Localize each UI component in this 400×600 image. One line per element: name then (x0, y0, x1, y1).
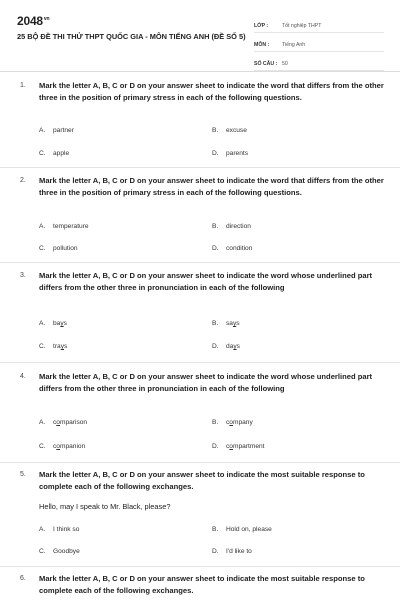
question-number: 6. (20, 575, 26, 582)
meta-row-count (254, 52, 384, 71)
option-c[interactable] (39, 150, 69, 157)
option-text: I think so (53, 526, 80, 533)
option-letter: B. (212, 127, 219, 134)
option-letter: C. (39, 245, 46, 252)
question-text: Mark the letter A, B, C or D on your answer sheet to indicate the word whose underlined part differs from the other three in pronunciation in each of the following (39, 271, 373, 292)
option-underlined-part: o (56, 443, 60, 450)
option-letter: A. (39, 320, 46, 327)
option-text: apple (53, 150, 70, 157)
option-text-end: s (236, 320, 240, 327)
option-c[interactable] (39, 443, 85, 450)
option-text-start: c (226, 419, 230, 426)
question-number: 3. (20, 272, 26, 279)
option-text-end: s (236, 343, 240, 350)
option-text-end: s (64, 343, 68, 350)
option-text: condition (226, 245, 253, 252)
option-underlined-part: o (229, 443, 233, 450)
option-d[interactable] (212, 245, 252, 252)
option-b[interactable] (212, 223, 251, 230)
option-text: I'd like to (226, 548, 252, 555)
option-underlined-part: y (60, 343, 64, 350)
exam-title: 25 BỘ ĐỀ THI THỬ THPT QUỐC GIA - MÔN TIẾNG ANH (ĐỀ SỐ 5) (17, 32, 246, 41)
exam-header (0, 0, 400, 72)
option-letter: A. (39, 223, 46, 230)
question-divider (0, 167, 400, 168)
option-letter: B. (212, 223, 219, 230)
option-letter: A. (39, 526, 46, 533)
option-c[interactable] (39, 548, 80, 555)
option-text: pollution (53, 245, 78, 252)
option-text: direction (226, 223, 251, 230)
option-d[interactable] (212, 150, 248, 157)
exam-meta (254, 14, 384, 71)
option-underlined-part: y (232, 320, 237, 327)
meta-row-subject (254, 33, 384, 52)
option-text: Goodbye (53, 548, 80, 555)
option-a[interactable] (39, 526, 79, 533)
option-c[interactable] (39, 245, 78, 252)
question-number: 4. (20, 373, 26, 380)
option-a[interactable] (39, 127, 74, 134)
question-number: 2. (20, 177, 26, 184)
option-text: excuse (226, 127, 247, 134)
option-a[interactable] (39, 223, 89, 230)
option-letter: D. (212, 443, 219, 450)
question-text: Mark the letter A, B, C or D on your answer sheet to indicate the word whose underlined part differs from the other three in pronunciation in each of the following (39, 372, 373, 393)
meta-value: Tiếng Anh (282, 42, 306, 48)
option-d[interactable] (212, 548, 252, 555)
option-text-end: mpany (232, 419, 253, 426)
question-divider (0, 566, 400, 567)
header-divider (0, 71, 400, 72)
option-a[interactable] (39, 320, 67, 327)
option-letter: C. (39, 443, 46, 450)
option-letter: C. (39, 343, 46, 350)
question-prompt: Hello, may I speak to Mr. Black, please? (39, 502, 171, 511)
option-text-end: mparison (59, 419, 88, 426)
question-text: Mark the letter A, B, C or D on your answer sheet to indicate the word that differs from the other three in the position of primary stress in each of the following questions. (39, 81, 384, 102)
option-text: parents (226, 150, 248, 157)
option-b[interactable] (212, 526, 272, 533)
question-divider (0, 262, 400, 263)
option-text: Hold on, please (226, 526, 272, 533)
option-text-end: mpartment (232, 443, 265, 450)
option-a[interactable] (39, 419, 87, 426)
option-text-start: c (53, 419, 57, 426)
option-letter: A. (39, 419, 46, 426)
option-text: partner (53, 127, 74, 134)
meta-key: MÔN : (254, 42, 270, 48)
question-divider (0, 462, 400, 463)
option-text-start: sa (226, 320, 233, 327)
option-text-start: c (53, 443, 57, 450)
option-letter: B. (212, 320, 219, 327)
question-divider (0, 362, 400, 363)
option-b[interactable] (212, 419, 253, 426)
option-text-end: s (63, 320, 67, 327)
question-number: 1. (20, 82, 26, 89)
question-number: 5. (20, 471, 26, 478)
option-underlined-part: y (60, 320, 64, 327)
meta-key: SỐ CÂU : (254, 61, 278, 67)
option-text-start: ba (53, 320, 61, 327)
option-letter: D. (212, 245, 219, 252)
brand-text: 2048 (17, 14, 43, 28)
question-text: Mark the letter A, B, C or D on your answer sheet to indicate the most suitable response to complete each of the following exchanges. (39, 470, 365, 491)
option-letter: B. (212, 419, 219, 426)
option-c[interactable] (39, 343, 67, 350)
question-text: Mark the letter A, B, C or D on your answer sheet to indicate the word that differs from the other three in the position of primary stress in each of the following questions. (39, 176, 384, 197)
option-d[interactable] (212, 443, 264, 450)
option-text-start: tra (53, 343, 61, 350)
question-text: Mark the letter A, B, C or D on your answer sheet to indicate the most suitable response to complete each of the following exchanges. (39, 574, 365, 595)
option-text-start: c (226, 443, 230, 450)
meta-value: 50 (282, 61, 288, 67)
option-underlined-part: o (229, 419, 233, 426)
option-text-end: mpanion (59, 443, 86, 450)
option-letter: D. (212, 150, 219, 157)
brand-logo[interactable] (17, 14, 49, 28)
option-b[interactable] (212, 320, 240, 327)
option-letter: D. (212, 548, 219, 555)
option-letter: C. (39, 548, 46, 555)
option-text: temperature (53, 223, 89, 230)
option-letter: B. (212, 526, 219, 533)
brand-suffix: vn (43, 16, 50, 22)
option-letter: A. (39, 127, 46, 134)
meta-value: Tốt nghiệp THPT (282, 23, 322, 29)
option-text-start: da (226, 343, 234, 350)
meta-row-class (254, 14, 384, 33)
option-underlined-part: y (233, 343, 237, 350)
option-letter: D. (212, 343, 219, 350)
option-b[interactable] (212, 127, 247, 134)
option-letter: C. (39, 150, 46, 157)
meta-key: LỚP : (254, 23, 269, 29)
option-d[interactable] (212, 343, 240, 350)
option-underlined-part: o (56, 419, 60, 426)
